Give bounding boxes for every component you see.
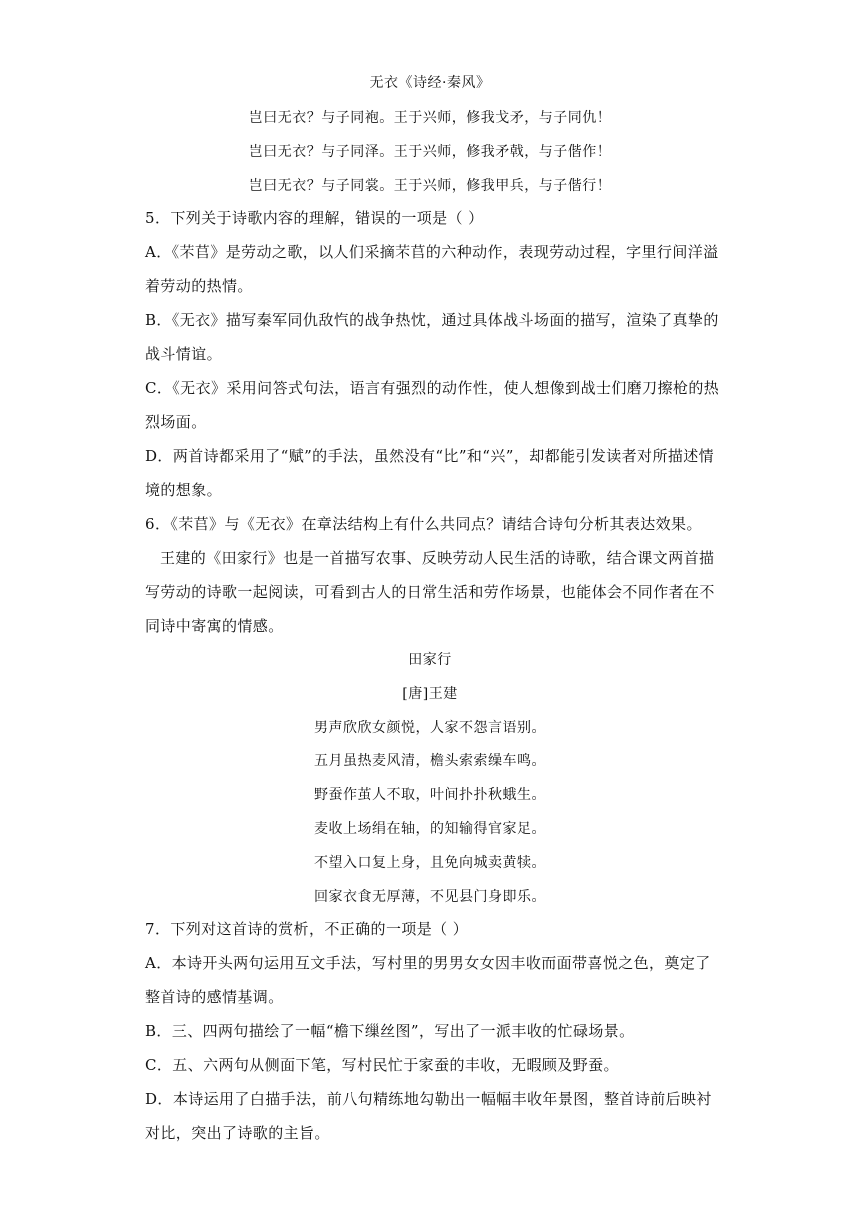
poem-author: [唐]王建 <box>402 686 458 702</box>
answer-option: B．《无衣》描写秦军同仇敌忾的战争热忱，通过具体战斗场面的描写，渲染了真挚的战斗情谊。 <box>145 311 719 363</box>
answer-option: B．三、四两句描绘了一幅“檐下缫丝图”，写出了一派丰收的忙碌场景。 <box>145 1022 635 1040</box>
poem-line: 男声欣欣女颜悦，人家不怨言语别。 <box>314 720 546 736</box>
answer-option: D．两首诗都采用了“赋”的手法，虽然没有“比”和“兴”，却都能引发读者对所描述情境的想象。 <box>145 447 715 499</box>
question-stem: 7．下列对这首诗的赏析，不正确的一项是（ ） <box>145 920 469 938</box>
question-stem: 6．《芣苢》与《无衣》在章法结构上有什么共同点？请结合诗句分析其表达效果。 <box>145 515 702 533</box>
poem-line: 岂曰无衣？与子同袍。王于兴师，修我戈矛，与子同仇！ <box>248 110 612 126</box>
poem-line: 野蚕作茧人不取，叶间扑扑秋蛾生。 <box>314 787 546 803</box>
intro-paragraph: 王建的《田家行》也是一首描写农事、反映劳动人民生活的诗歌，结合课文两首描写劳动的诗歌一起阅读，可看到古人的日常生活和劳作场景，也能体会不同作者在不同诗中寄寓的情感。 <box>145 549 715 635</box>
poem-line: 五月虽热麦风清，檐头索索缲车鸣。 <box>314 753 546 769</box>
answer-option: D．本诗运用了白描手法，前八句精练地勾勒出一幅幅丰收年景图，整首诗前后映衬对比，突出了诗歌的主旨。 <box>145 1090 712 1142</box>
poem-title: 田家行 <box>408 652 452 668</box>
answer-option: A．《芣苢》是劳动之歌，以人们采摘芣苢的六种动作，表现劳动过程，字里行间洋溢着劳动的热情。 <box>145 243 719 295</box>
poem-line: 麦收上场绢在轴，的知输得官家足。 <box>314 821 546 837</box>
poem-line: 不望入口复上身，且免向城卖黄犊。 <box>314 855 546 871</box>
answer-option: C．《无衣》采用问答式句法，语言有强烈的动作性，使人想像到战士们磨刀擦枪的热烈场面。 <box>145 379 720 431</box>
question-stem: 5．下列关于诗歌内容的理解，错误的一项是（ ） <box>145 209 484 227</box>
poem-line: 岂曰无衣？与子同裳。王于兴师，修我甲兵，与子偕行！ <box>248 178 612 194</box>
poem-title: 无衣《诗经·秦风》 <box>369 75 491 91</box>
poem-line: 岂曰无衣？与子同泽。王于兴师，修我矛戟，与子偕作！ <box>248 144 612 160</box>
answer-option: C．五、六两句从侧面下笔，写村民忙于家蚕的丰收，无暇顾及野蚕。 <box>145 1056 619 1074</box>
answer-option: A．本诗开头两句运用互文手法，写村里的男男女女因丰收而面带喜悦之色，奠定了整首诗的感情基调。 <box>145 954 711 1006</box>
poem-line: 回家衣食无厚薄，不见县门身即乐。 <box>314 889 546 905</box>
